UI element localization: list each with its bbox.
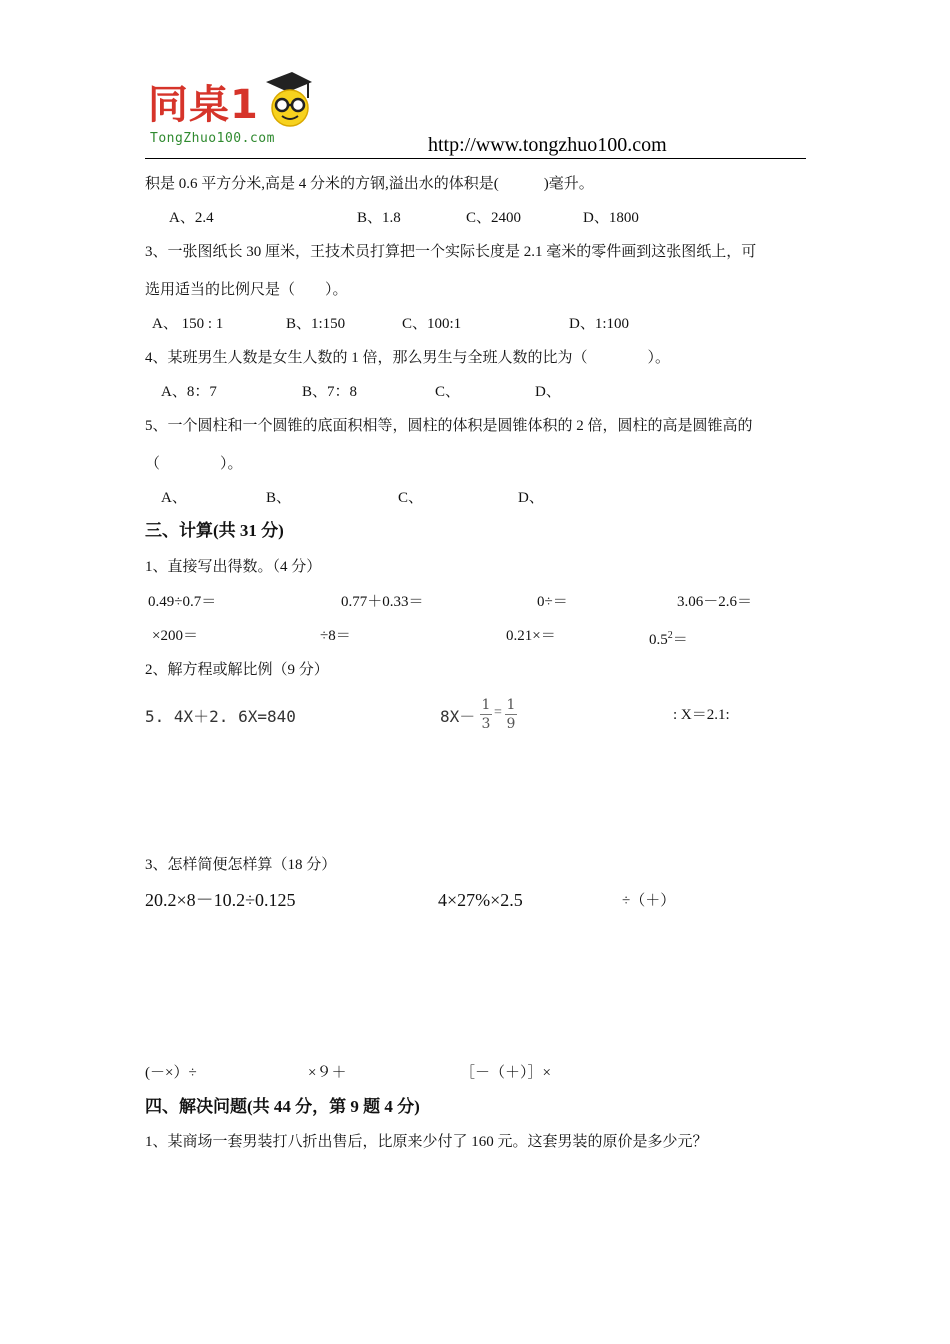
calc-row2-item2: ÷8＝ bbox=[320, 628, 351, 644]
header-rule bbox=[145, 158, 806, 159]
fraction-1-numerator: 1 bbox=[481, 697, 491, 713]
fraction-2-numerator: 1 bbox=[506, 697, 516, 713]
site-url[interactable]: http://www.tongzhuo100.com bbox=[428, 134, 667, 156]
section-3-sub3: 3、怎样简便怎样算（18 分） bbox=[145, 857, 337, 873]
section-4-question-1: 1、某商场一套男装打八折出售后，比原来少付了 160 元。这套男装的原价是多少元？ bbox=[145, 1134, 708, 1150]
calc-row2-item3: 0.21×＝ bbox=[506, 628, 556, 644]
equation-2-equals: = bbox=[494, 705, 502, 720]
equation-2-fraction-1 bbox=[480, 697, 492, 732]
q3-option-c: C、100:1 bbox=[402, 316, 462, 332]
question-4-text: 4、某班男生人数是女生人数的 1 倍，那么男生与全班人数的比为（ ）。 bbox=[145, 350, 671, 366]
logo-subtitle: TongZhuo100.com bbox=[150, 131, 275, 146]
q2-option-c: C、2400 bbox=[466, 210, 522, 226]
equation-3: : X＝2.1: bbox=[673, 707, 730, 723]
calc-row1-item2: 0.77＋0.33＝ bbox=[341, 594, 424, 610]
fraction-2-bar bbox=[505, 714, 517, 715]
simplify-calc-6: ［－（＋）］× bbox=[460, 1065, 551, 1081]
q5-option-a: A、 bbox=[161, 490, 187, 506]
logo-mascot-icon bbox=[262, 68, 314, 130]
calc-row2-item4 bbox=[649, 626, 688, 650]
q5-option-b: B、 bbox=[266, 490, 292, 506]
q2-option-a: A、2.4 bbox=[169, 210, 214, 226]
q5-option-d: D、 bbox=[518, 490, 544, 506]
equation-2-prefix: 8X－ bbox=[440, 707, 476, 726]
section-3-sub1: 1、直接写出得数。（4 分） bbox=[145, 559, 322, 575]
q3-option-a: A、 150 : 1 bbox=[152, 316, 224, 332]
fraction-2-denominator: 9 bbox=[506, 716, 516, 732]
equation-1: 5. 4X＋2. 6X=840 bbox=[145, 707, 296, 726]
q4-option-b: B、7：8 bbox=[302, 384, 358, 400]
calc-row2-item4-equals: ＝ bbox=[672, 632, 688, 648]
q3-option-b: B、1:150 bbox=[286, 316, 346, 332]
simplify-calc-4: (－×）÷ bbox=[145, 1065, 197, 1081]
calc-row1-item4: 3.06－2.6＝ bbox=[677, 594, 753, 610]
section-3-title: 三、计算(共 31 分) bbox=[145, 521, 284, 540]
q3-option-d: D、1:100 bbox=[569, 316, 630, 332]
calc-row2-item1: ×200＝ bbox=[152, 628, 198, 644]
q5-option-c: C、 bbox=[398, 490, 424, 506]
equation-2-fraction-2 bbox=[505, 697, 517, 732]
simplify-calc-1: 20.2×8－10.2÷0.125 bbox=[145, 890, 296, 910]
q4-option-d: D、 bbox=[535, 384, 561, 400]
question-3-line2: 选用适当的比例尺是（ ）。 bbox=[145, 282, 348, 298]
q4-option-a: A、8：7 bbox=[161, 384, 217, 400]
fraction-1-denominator: 3 bbox=[481, 716, 491, 732]
question-5-line2: （ ）。 bbox=[145, 456, 243, 472]
calc-row2-item4-exponent: 2 bbox=[667, 630, 673, 641]
question-2-text: 积是 0.6 平方分米,高是 4 分米的方钢,溢出水的体积是( )毫升。 bbox=[145, 176, 594, 192]
q4-option-c: C、 bbox=[435, 384, 461, 400]
question-5-line1: 5、一个圆柱和一个圆锥的底面积相等，圆柱的体积是圆锥体积的 2 倍，圆柱的高是圆锥高的 bbox=[145, 418, 753, 434]
simplify-calc-5: ×９＋ bbox=[308, 1065, 347, 1081]
calc-row2-item4-base: 0.5 bbox=[649, 632, 668, 648]
simplify-calc-2: 4×27%×2.5 bbox=[438, 890, 523, 910]
logo-text: 同桌1 bbox=[148, 82, 259, 128]
simplify-calc-3: ÷（＋） bbox=[622, 893, 676, 909]
section-4-title: 四、解决问题(共 44 分，第 9 题 4 分) bbox=[145, 1097, 420, 1116]
q2-option-b: B、1.8 bbox=[357, 210, 401, 226]
section-3-sub2: 2、解方程或解比例（9 分） bbox=[145, 662, 329, 678]
calc-row1-item3: 0÷＝ bbox=[537, 594, 568, 610]
fraction-1-bar bbox=[480, 714, 492, 715]
q2-option-d: D、1800 bbox=[583, 210, 639, 226]
calc-row1-item1: 0.49÷0.7＝ bbox=[148, 594, 217, 610]
question-3-line1: 3、一张图纸长 30 厘米，王技术员打算把一个实际长度是 2.1 毫米的零件画到这张图纸上，可 bbox=[145, 244, 757, 260]
